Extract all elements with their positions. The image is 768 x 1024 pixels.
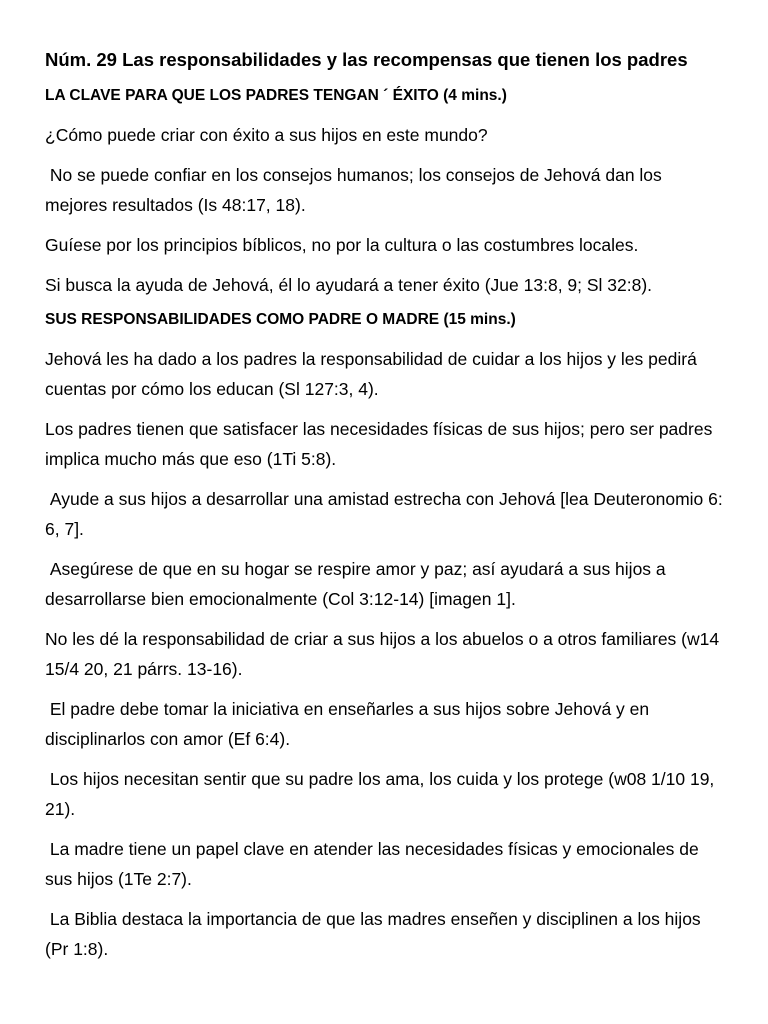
paragraph: Jehová les ha dado a los padres la responsabilidad de cuidar a los hijos y les pedirá cuentas por cómo los educan (Sl 127:3, 4).: [45, 349, 702, 399]
paragraph: ¿Cómo puede criar con éxito a sus hijos en este mundo?: [45, 125, 488, 145]
paragraph: El padre debe tomar la iniciativa en enseñarles a sus hijos sobre Jehová y en disciplinarlos con amor (Ef 6:4).: [45, 699, 654, 749]
paragraph: Ayude a sus hijos a desarrollar una amistad estrecha con Jehová [lea Deuteronomio 6: 6, 7].: [45, 489, 728, 539]
paragraph: Los hijos necesitan sentir que su padre los ama, los cuida y los protege (w08 1/10 19, 21).: [45, 769, 720, 819]
paragraph: Si busca la ayuda de Jehová, él lo ayudará a tener éxito (Jue 13:8, 9; Sl 32:8).: [45, 275, 653, 295]
document-title: Núm. 29 Las responsabilidades y las recompensas que tienen los padres: [45, 49, 688, 70]
paragraph: La madre tiene un papel clave en atender las necesidades físicas y emocionales de sus hijos (1Te 2:7).: [45, 839, 704, 889]
paragraph: Guíese por los principios bíblicos, no por la cultura o las costumbres locales.: [45, 235, 639, 255]
paragraph: La Biblia destaca la importancia de que las madres enseñen y disciplinen a los hijos (Pr 1:8).: [45, 909, 706, 959]
paragraph: No se puede confiar en los consejos humanos; los consejos de Jehová dan los mejores resultados (Is 48:17, 18).: [45, 165, 667, 215]
section-heading-responsabilidades: SUS RESPONSABILIDADES COMO PADRE O MADRE (15 mins.): [45, 311, 516, 328]
section-heading-clave: LA CLAVE PARA QUE LOS PADRES TENGAN ´ ÉXITO (4 mins.): [45, 87, 507, 104]
paragraph: Asegúrese de que en su hogar se respire amor y paz; así ayudará a sus hijos a desarrollarse bien emocionalmente (Col 3:12-14) [imagen 1].: [45, 559, 671, 609]
paragraph: No les dé la responsabilidad de criar a sus hijos a los abuelos o a otros familiares (w14 15/4 20, 21 párrs. 13-16).: [45, 629, 724, 679]
paragraph: Los padres tienen que satisfacer las necesidades físicas de sus hijos; pero ser padres implica mucho más que eso (1Ti 5:8).: [45, 419, 718, 469]
